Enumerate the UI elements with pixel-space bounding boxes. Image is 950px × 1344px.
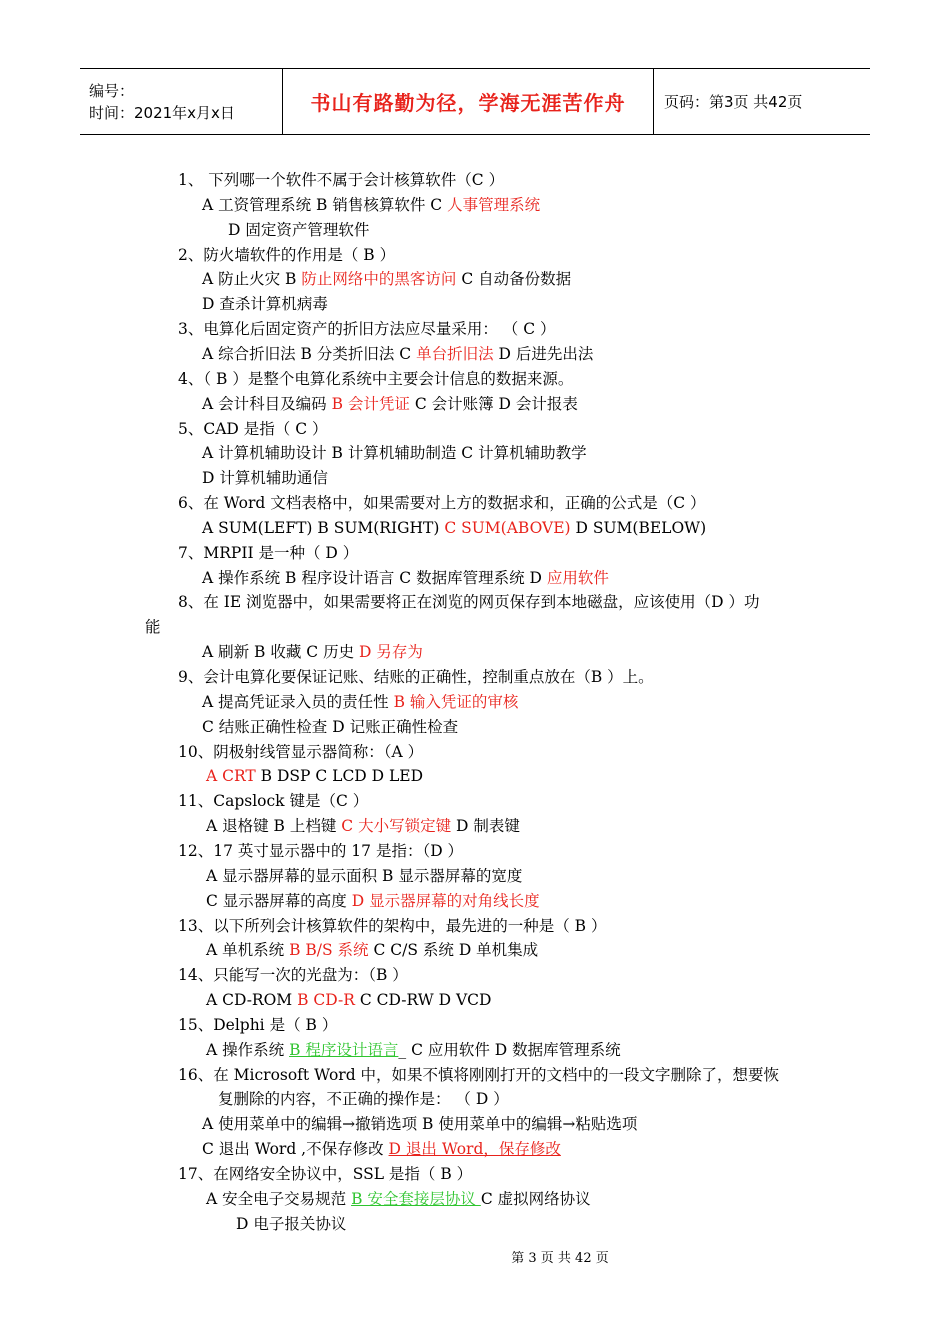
text-line bbox=[206, 890, 540, 912]
text-line bbox=[206, 815, 520, 837]
line-text: 10、阴极射线管显示器简称：（A ） bbox=[178, 742, 424, 761]
line-text: A 提高凭证录入员的责任性 bbox=[202, 692, 394, 711]
answer-text: 应用软件 bbox=[546, 568, 609, 587]
line-text: A 综合折旧法 B 分类折旧法 C bbox=[202, 344, 417, 363]
text-line bbox=[202, 194, 540, 216]
line-text: A 安全电子交易规范 bbox=[206, 1189, 352, 1208]
line-text: 16、在 Microsoft Word 中，如果不慎将刚刚打开的文档中的一段文字删除了，想要恢 bbox=[178, 1065, 780, 1084]
line-text: 12、17 英寸显示器中的 17 是指：（D ） bbox=[178, 841, 464, 860]
text-line bbox=[202, 1113, 637, 1135]
line-text: C CD-RW D VCD bbox=[354, 991, 492, 1010]
line-text: 13、以下所列会计核算软件的架构中，最先进的一种是（ B ） bbox=[178, 916, 607, 935]
line-text: 能 bbox=[145, 618, 161, 637]
line-text: 3、电算化后固定资产的折旧方法应尽量采用： （ C ） bbox=[178, 320, 556, 339]
text-line bbox=[218, 1088, 509, 1110]
line-text: A 防止火灾 B bbox=[202, 270, 302, 289]
line-text: 11、Capslock 键是（C ） bbox=[178, 792, 369, 811]
text-line bbox=[236, 1213, 346, 1235]
text-line bbox=[202, 716, 458, 738]
line-text: A 工资管理系统 B 销售核算软件 C bbox=[202, 195, 448, 214]
line-text: A 会计科目及编码 bbox=[202, 394, 332, 413]
text-line bbox=[202, 641, 423, 663]
text-line bbox=[145, 616, 161, 638]
line-text: 1、 下列哪一个软件不属于会计核算软件（C ） bbox=[178, 171, 505, 189]
line-text: D 查杀计算机病毒 bbox=[202, 295, 328, 314]
text-line bbox=[202, 517, 706, 539]
text-line bbox=[178, 169, 504, 191]
line-text: D SUM(BELOW) bbox=[570, 518, 707, 537]
text-line bbox=[178, 840, 463, 862]
text-line bbox=[178, 1163, 472, 1185]
text-line bbox=[206, 989, 491, 1011]
header-motto: 书山有路勤为径，学海无涯苦作舟 bbox=[310, 91, 626, 115]
text-line bbox=[202, 467, 328, 489]
text-line bbox=[206, 865, 522, 887]
text-line bbox=[202, 268, 571, 290]
text-line bbox=[178, 318, 556, 340]
header-right-cell bbox=[654, 69, 870, 134]
answer-text: D 退出 Word，保存修改 bbox=[388, 1140, 561, 1159]
text-line bbox=[202, 1138, 561, 1160]
line-text: C 自动备份数据 bbox=[456, 270, 572, 289]
text-line bbox=[202, 393, 578, 415]
text-line bbox=[178, 1014, 337, 1036]
line-text: D 制表键 bbox=[451, 817, 520, 836]
answer-text: B CD-R bbox=[297, 991, 355, 1010]
line-text: A 退格键 B 上档键 bbox=[206, 817, 342, 836]
line-text: A 刷新 B 收藏 C 历史 bbox=[202, 643, 360, 662]
line-text: 2、防火墙软件的作用是（ B ） bbox=[178, 245, 396, 264]
text-line bbox=[178, 915, 606, 937]
answer-text: 人事管理系统 bbox=[447, 195, 541, 214]
text-line bbox=[178, 542, 358, 564]
text-line bbox=[178, 368, 573, 390]
answer-text: B 程序设计语言 bbox=[289, 1040, 399, 1059]
answer-text: 防止网络中的黑客访问 bbox=[301, 270, 457, 289]
line-text: B DSP C LCD D LED bbox=[255, 767, 424, 786]
text-line bbox=[178, 1064, 779, 1086]
text-line bbox=[206, 1039, 621, 1061]
answer-text: B 安全套接层协议 bbox=[351, 1189, 481, 1208]
answer-text: B B/S 系统 bbox=[289, 941, 369, 960]
line-text: 5、CAD 是指（ C ） bbox=[178, 419, 328, 438]
line-text: A 操作系统 B 程序设计语言 C 数据库管理系统 D bbox=[202, 568, 547, 587]
text-line bbox=[178, 418, 327, 440]
line-text: C 虚拟网络协议 bbox=[480, 1189, 591, 1208]
text-line bbox=[202, 442, 587, 464]
line-text: A CD-ROM bbox=[206, 991, 298, 1010]
line-text: C 结账正确性检查 D 记账正确性检查 bbox=[202, 717, 459, 736]
text-line bbox=[206, 1188, 591, 1210]
line-text: C 显示器屏幕的高度 bbox=[206, 891, 352, 910]
line-text: 4、（ B ）是整个电算化系统中主要会计信息的数据来源。 bbox=[178, 369, 574, 388]
text-line bbox=[202, 343, 593, 365]
text-line bbox=[178, 790, 368, 812]
line-text: 复删除的内容，不正确的操作是： （ D ） bbox=[218, 1090, 509, 1109]
text-line bbox=[178, 591, 760, 613]
line-text: D 固定资产管理软件 bbox=[228, 220, 370, 239]
line-text: A SUM(LEFT) B SUM(RIGHT) bbox=[202, 518, 445, 537]
header-left-cell bbox=[80, 69, 283, 134]
text-line bbox=[206, 939, 538, 961]
line-text: A 单机系统 bbox=[206, 941, 290, 960]
answer-text: C SUM(ABOVE) bbox=[444, 518, 571, 537]
answer-text: B 会计凭证 bbox=[331, 394, 410, 413]
line-text: D 计算机辅助通信 bbox=[202, 469, 328, 488]
line-text: 8、在 IE 浏览器中，如果需要将正在浏览的网页保存到本地磁盘，应该使用（D ）功 bbox=[178, 593, 760, 612]
line-text: 7、MRPII 是一种（ D ） bbox=[178, 543, 359, 562]
line-text: 14、只能写一次的光盘为：（B ） bbox=[178, 966, 408, 985]
line-text: D 电子报关协议 bbox=[236, 1214, 347, 1233]
text-line bbox=[178, 741, 423, 763]
page-header bbox=[80, 68, 870, 135]
text-line bbox=[202, 293, 328, 315]
answer-text: B 输入凭证的审核 bbox=[393, 692, 519, 711]
text-line bbox=[178, 492, 706, 514]
page-footer bbox=[0, 1247, 950, 1266]
line-text: 9、会计电算化要保证记账、结账的正确性，控制重点放在（B ）上。 bbox=[178, 668, 654, 686]
footer-page-number: 第 3 页 共 42 页 bbox=[511, 1251, 609, 1266]
header-center-cell bbox=[283, 69, 654, 134]
line-text: D 后进先出法 bbox=[493, 344, 594, 363]
answer-text: D 显示器屏幕的对角线长度 bbox=[351, 891, 540, 910]
line-text: A 使用菜单中的编辑→撤销选项 B 使用菜单中的编辑→粘贴选项 bbox=[202, 1115, 638, 1134]
answer-text: C 大小写锁定键 bbox=[341, 817, 452, 836]
line-text: C C/S 系统 D 单机集成 bbox=[368, 941, 539, 960]
date-label: 时间：2021年x月x日 bbox=[89, 103, 235, 122]
text-line bbox=[206, 765, 423, 787]
line-text: A 显示器屏幕的显示面积 B 显示器屏幕的宽度 bbox=[206, 866, 523, 885]
text-line bbox=[202, 567, 609, 589]
number-label: 编号： bbox=[89, 81, 135, 100]
line-text: C 会计账簿 D 会计报表 bbox=[409, 394, 578, 413]
text-line bbox=[178, 964, 408, 986]
text-line bbox=[202, 691, 518, 713]
line-text: 6、在 Word 文档表格中，如果需要对上方的数据求和，正确的公式是（C ） bbox=[178, 494, 706, 513]
line-text: 15、Delphi 是（ B ） bbox=[178, 1015, 338, 1034]
line-text: 17、在网络安全协议中，SSL 是指（ B ） bbox=[178, 1165, 473, 1183]
line-text: C 退出 Word ,不保存修改 bbox=[202, 1140, 389, 1159]
answer-text: D 另存为 bbox=[359, 643, 423, 662]
line-text: A 计算机辅助设计 B 计算机辅助制造 C 计算机辅助教学 bbox=[202, 444, 587, 463]
text-line bbox=[228, 219, 369, 241]
text-line bbox=[178, 244, 395, 266]
answer-text: 单台折旧法 bbox=[416, 344, 494, 363]
line-text: _ C 应用软件 D 数据库管理系统 bbox=[398, 1040, 621, 1059]
answer-text: A CRT bbox=[206, 767, 256, 786]
line-text: A 操作系统 bbox=[206, 1040, 290, 1059]
page-info: 页码：第3页 共42页 bbox=[664, 93, 803, 111]
text-line bbox=[178, 666, 654, 688]
